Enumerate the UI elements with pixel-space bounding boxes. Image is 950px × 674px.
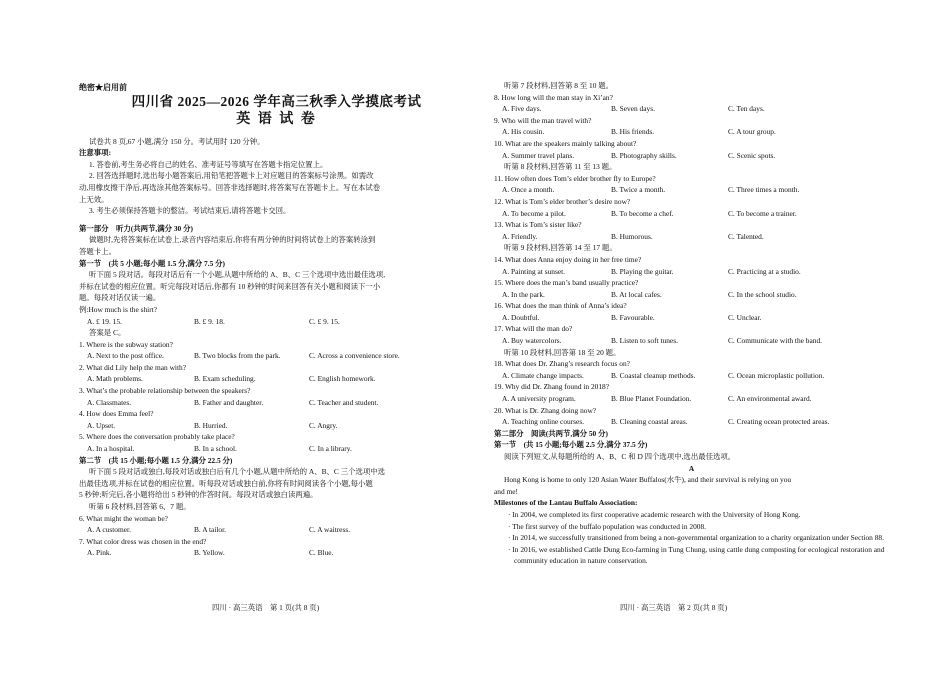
milestone-item: · In 2014, we successfully transitioned from being a non-governmental organization to a charity organization under Section 88. (508, 533, 884, 543)
question-5-options (79, 443, 474, 455)
question-7: 7. What color dress was chosen in the end? (79, 536, 207, 546)
p2-sec1-heading: 第一节 (共 15 小题;每小题 2.5 分,满分 37.5 分) (494, 440, 648, 450)
milestone-item: · In 2004, we completed its first cooperative academic research with the University of Hong Kong. (508, 509, 801, 519)
question-1-options (79, 350, 474, 362)
part1-desc-b: 答题卡上。 (79, 246, 116, 256)
sec2-desc-c: 5 秒钟;听完后,各小题将给出 5 秒钟的作答时间。每段对话或独白读两遍。 (79, 490, 318, 500)
option-a: A. His cousin. (502, 127, 545, 137)
sec1-desc-b: 并标在试卷的相应位置。听完每段对话后,你都有 10 秒钟的时间来回答有关小题和阅读下一小 (79, 281, 381, 291)
question-2: 2. What did Lily help the man with? (79, 362, 187, 372)
question-12: 12. What is Tom’s elder brother’s desire now? (494, 196, 631, 206)
passage-label: A (688, 463, 695, 473)
note-2b: 动,用橡皮擦干净后,再选涂其他答案标号。回答非选择题时,将答案写在答题卡上。写在本试卷 (79, 182, 381, 192)
option-c: C. English homework. (309, 374, 376, 384)
example-question: 例:How much is the shirt? (79, 304, 158, 314)
question-18-options (494, 370, 889, 382)
option-c: C. Ocean microplastic pollution. (728, 370, 825, 380)
passage-intro-b: and me! (494, 486, 519, 496)
option-b: B. Two blocks from the park. (194, 351, 281, 361)
question-2-options (79, 373, 474, 385)
option-c: C. Angry. (309, 420, 338, 430)
option-a: A. Once a month. (502, 185, 555, 195)
note-3: 3. 考生必须保持答题卡的整洁。考试结束后,请将答题卡交回。 (89, 206, 291, 216)
question-15: 15. Where does the man’s band usually practice? (494, 278, 639, 288)
option-b: B. Blue Planet Foundation. (611, 394, 692, 404)
material-8: 听第 8 段材料,回答第 11 至 13 题。 (504, 162, 617, 172)
option-a: A. A customer. (87, 525, 131, 535)
passage-intro-a: Hong Kong is home to only 120 Asian Water Buffalos(水牛), and their survival is relying on you (504, 475, 792, 485)
question-19-options (494, 393, 889, 405)
option-c: C. A waitress. (309, 525, 351, 535)
option-c: C. Scenic spots. (728, 150, 776, 160)
question-7-options (79, 547, 474, 559)
question-20-options (494, 416, 889, 428)
page-footer-right: 四川 · 高三英语 第 2 页(共 8 页) (620, 603, 728, 612)
option-a: A. £ 19. 15. (87, 316, 122, 326)
note-2c: 上无效。 (79, 194, 109, 204)
option-a: A. Classmates. (87, 397, 132, 407)
option-a: A. Summer travel plans. (502, 150, 575, 160)
option-b: B. Seven days. (611, 104, 655, 114)
milestones-title: Milestones of the Lantau Buffalo Association: (494, 498, 638, 508)
option-c: C. Teacher and student. (309, 397, 379, 407)
option-a: A. Friendly. (502, 231, 538, 241)
question-20: 20. What is Dr. Zhang doing now? (494, 405, 597, 415)
option-c: C. £ 9. 15. (309, 316, 340, 326)
option-a: A. To become a pilot. (502, 208, 566, 218)
question-11-options (494, 184, 889, 196)
p2-sec1-desc: 阅读下列短文,从每题所给的 A、B、C 和 D 四个选项中,选出最佳选项。 (504, 452, 736, 461)
question-10: 10. What are the speakers mainly talking about? (494, 138, 637, 148)
example-options (79, 316, 474, 328)
option-a: A. Upset. (87, 420, 116, 430)
part2-heading: 第二部分 阅读(共两节,满分 50 分) (494, 428, 608, 438)
option-a: A. Teaching online courses. (502, 417, 585, 427)
question-16: 16. What does the man think of Anna’s idea? (494, 301, 627, 311)
option-b: B. Listen to soft tunes. (611, 336, 678, 346)
option-b: B. Twice a month. (611, 185, 666, 195)
note-1: 1. 答卷前,考生务必将自己的姓名、准考证号等填写在答题卡指定位置上。 (89, 159, 328, 169)
question-13: 13. What is Tom’s sister like? (494, 220, 582, 230)
question-8-options (494, 103, 889, 115)
option-a: A. Painting at sunset. (502, 266, 566, 276)
option-b: B. Playing the guitar. (611, 266, 674, 276)
question-14-options (494, 266, 889, 278)
sec2-heading: 第二节 (共 15 小题;每小题 1.5 分,满分 22.5 分) (79, 455, 233, 465)
option-a: A. Climate change impacts. (502, 370, 584, 380)
question-8: 8. How long will the man stay in Xi’an? (494, 92, 613, 102)
question-15-options (494, 289, 889, 301)
page-footer-left: 四川 · 高三英语 第 1 页(共 8 页) (212, 603, 320, 612)
option-a: A. Five days. (502, 104, 542, 114)
right-column (494, 80, 889, 567)
option-c: C. To become a trainer. (728, 208, 797, 218)
option-c: C. Three times a month. (728, 185, 800, 195)
left-column (79, 80, 474, 559)
example-answer: 答案是 C。 (89, 328, 126, 338)
question-3: 3. What’s the probable relationship between the speakers? (79, 386, 251, 396)
option-c: C. Practicing at a studio. (728, 266, 801, 276)
option-b: B. Cleaning coastal areas. (611, 417, 688, 427)
option-b: B. Favourable. (611, 312, 655, 322)
option-b: B. Photography skills. (611, 150, 677, 160)
material-7: 听第 7 段材料,回答第 8 至 10 题。 (504, 81, 614, 90)
question-17: 17. What will the man do? (494, 324, 573, 334)
option-a: A. Pink. (87, 548, 112, 558)
option-b: B. Hurried. (194, 420, 228, 430)
option-b: B. Yellow. (194, 548, 225, 558)
option-c: C. Communicate with the band. (728, 336, 823, 346)
exam-title: 四川省 2025—2026 学年高三秋季入学摸底考试 (131, 93, 422, 109)
option-c: C. Ten days. (728, 104, 765, 114)
question-10-options (494, 150, 889, 162)
option-c: C. Creating ocean protected areas. (728, 417, 830, 427)
milestone-item: · The first survey of the buffalo population was conducted in 2008. (508, 521, 706, 531)
info-line: 试卷共 8 页,67 小题,满分 150 分。考试用时 120 分钟。 (89, 136, 265, 146)
notes-title: 注意事项: (79, 148, 112, 158)
material-10: 听第 10 段材料,回答第 18 至 20 题。 (504, 347, 621, 357)
question-9: 9. Who will the man travel with? (494, 115, 592, 125)
question-9-options (494, 126, 889, 138)
part1-desc-a: 做题时,先将答案标在试卷上,录音内容结束后,你将有两分钟的时间将试卷上的答案转涂到 (89, 235, 376, 245)
question-13-options (494, 231, 889, 243)
option-b: B. A tailor. (194, 525, 227, 535)
option-c: C. In the school studio. (728, 289, 797, 299)
material-6: 听第 6 段材料,回答第 6、7 题。 (89, 502, 191, 511)
option-a: A. Math problems. (87, 374, 143, 384)
option-b: B. At local cafes. (611, 289, 662, 299)
option-b: B. Exam scheduling. (194, 374, 256, 384)
part1-heading: 第一部分 听力(共两节,满分 30 分) (79, 223, 193, 233)
material-9: 听第 9 段材料,回答第 14 至 17 题。 (504, 243, 617, 253)
option-c: C. Talented. (728, 231, 764, 241)
question-4: 4. How does Emma feel? (79, 409, 154, 419)
question-11: 11. How often does Tom’s elder brother fly to Europe? (494, 173, 656, 183)
note-2a: 2. 回答选择题时,选出每小题答案后,用铅笔把答题卡上对应题目的答案标号涂黑。如需改 (89, 171, 374, 181)
milestone-item: · In 2016, we established Cattle Dung Eco-farming in Tung Chung, using cattle dung composting for ecological restoration and community education in nature conservation. (508, 544, 885, 566)
question-17-options (494, 335, 889, 347)
option-c: C. Across a convenience store. (309, 351, 400, 361)
sec1-desc-c: 题。每段对话仅读一遍。 (79, 293, 161, 303)
question-12-options (494, 208, 889, 220)
option-b: B. Coastal cleanup methods. (611, 370, 696, 380)
option-a: A. Doubtful. (502, 312, 540, 322)
sec1-desc-a: 听下面 5 段对话。每段对话后有一个小题,从题中所给的 A、B、C 三个选项中选出最佳选项, (89, 270, 386, 280)
option-c: C. In a library. (309, 444, 352, 454)
option-c: C. An environmental award. (728, 394, 812, 404)
sec2-desc-b: 出最佳选项,并标在试卷的相应位置。听每段对话或独白前,你将有时间阅读各个小题,每小题 (79, 478, 373, 488)
question-5: 5. Where does the conversation probably take place? (79, 432, 235, 442)
option-b: B. Humorous. (611, 231, 653, 241)
question-1: 1. Where is the subway station? (79, 339, 173, 349)
option-a: A. A university program. (502, 394, 576, 404)
question-6: 6. What might the woman be? (79, 513, 168, 523)
option-b: B. Father and daughter. (194, 397, 264, 407)
option-c: C. Blue. (309, 548, 334, 558)
question-6-options (79, 524, 474, 536)
option-a: A. In a hospital. (87, 444, 135, 454)
exam-subject: 英 语 试 卷 (236, 111, 317, 127)
question-18: 18. What does Dr. Zhang’s research focus on? (494, 359, 630, 369)
question-4-options (79, 420, 474, 432)
option-b: B. £ 9. 18. (194, 316, 225, 326)
sec2-desc-a: 听下面 5 段对话或独白,每段对话或独白后有几个小题,从题中所给的 A、B、C 三个选项中选 (89, 467, 386, 477)
option-a: A. Next to the post office. (87, 351, 164, 361)
confidential-label: 绝密★启用前 (79, 83, 127, 92)
option-b: B. His friends. (611, 127, 655, 137)
question-19: 19. Why did Dr. Zhang found in 2018? (494, 382, 610, 392)
option-b: B. In a school. (194, 444, 237, 454)
question-3-options (79, 397, 474, 409)
question-14: 14. What does Anna enjoy doing in her free time? (494, 254, 642, 264)
option-c: C. Unclear. (728, 312, 762, 322)
option-c: C. A tour group. (728, 127, 776, 137)
option-a: A. In the park. (502, 289, 545, 299)
sec1-heading: 第一节 (共 5 小题;每小题 1.5 分,满分 7.5 分) (79, 258, 225, 268)
option-b: B. To become a chef. (611, 208, 674, 218)
question-16-options (494, 312, 889, 324)
option-a: A. Buy watercolors. (502, 336, 562, 346)
